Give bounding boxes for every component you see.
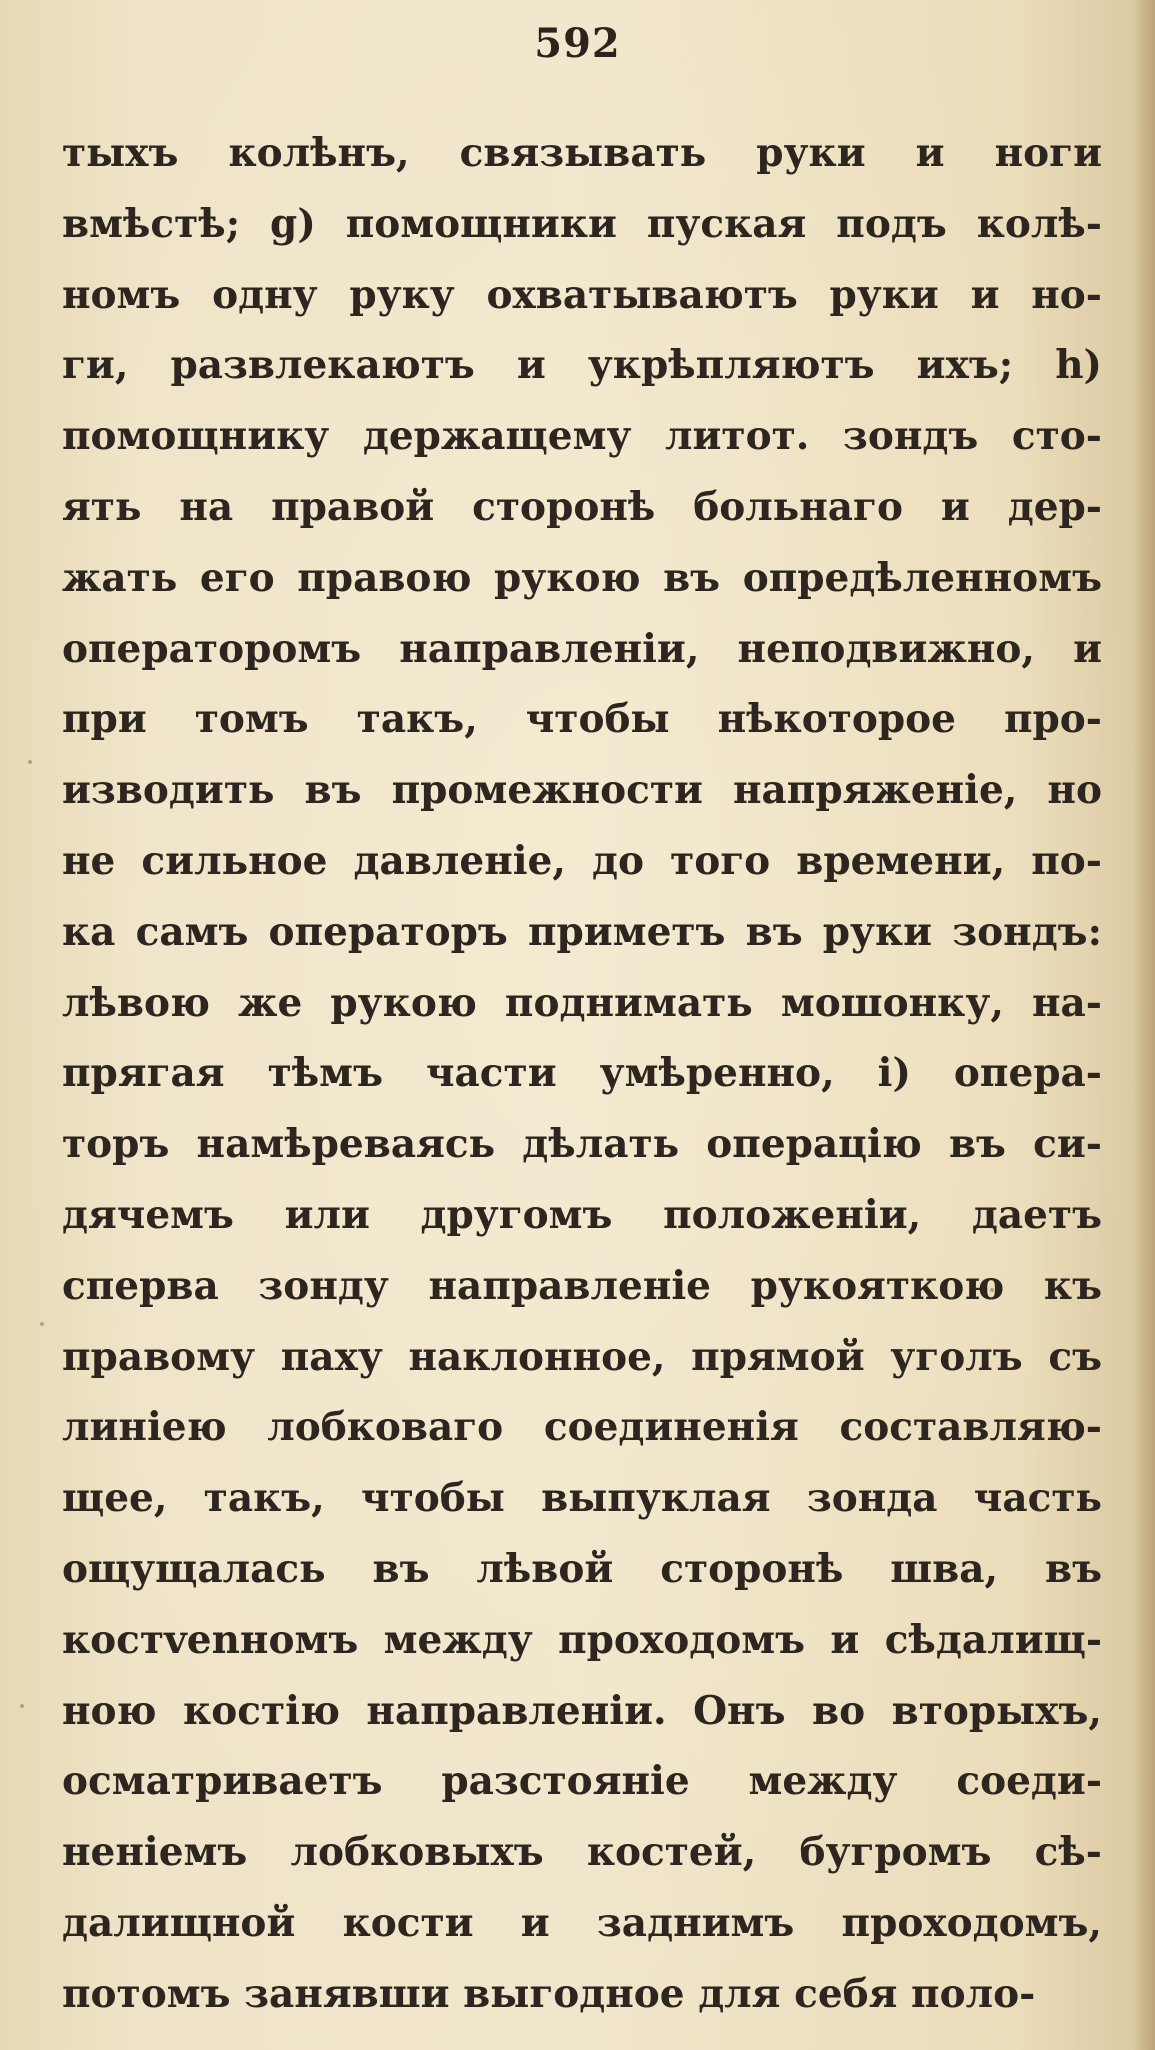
text-line: ги, развлекаютъ и укрѣпляютъ ихъ; h) bbox=[62, 342, 1102, 389]
text-line: не сильное давленіе, до того времени, по- bbox=[62, 837, 1102, 884]
text-line: помощнику держащему литот. зондъ сто- bbox=[62, 413, 1102, 460]
text-line: жать его правою рукою въ опредѣленномъ bbox=[62, 554, 1102, 601]
page-text bbox=[62, 118, 1102, 2030]
text-line: сперва зонду направленіе рукояткою къ bbox=[62, 1262, 1102, 1309]
text-line: прягая тѣмъ части умѣренно, i) опера- bbox=[62, 1050, 1102, 1097]
text-line: торъ намѣреваясь дѣлать операцію въ си- bbox=[62, 1121, 1102, 1168]
text-line: осматриваетъ разстояніе между соеди- bbox=[62, 1758, 1102, 1805]
text-line: далищной кости и заднимъ проходомъ, bbox=[62, 1899, 1102, 1946]
paper-speck bbox=[40, 1322, 44, 1326]
text-line: вмѣстѣ; g) помощники пуская подъ колѣ- bbox=[62, 200, 1102, 247]
text-line: ять на правой сторонѣ больнаго и дер- bbox=[62, 483, 1102, 530]
text-line: линіею лобковаго соединенія составляю- bbox=[62, 1404, 1102, 1451]
text-line: при томъ такъ, чтобы нѣкоторое про- bbox=[62, 696, 1102, 743]
text-line: правому паху наклонное, прямой уголъ съ bbox=[62, 1333, 1102, 1380]
text-line: потомъ занявши выгодное для себя поло- bbox=[62, 1970, 1036, 2017]
paper-speck bbox=[990, 1288, 994, 1292]
text-line: ною костію направленіи. Онъ во вторыхъ, bbox=[62, 1687, 1102, 1734]
text-line: неніемъ лобковыхъ костей, бугромъ сѣ- bbox=[62, 1829, 1102, 1876]
text-line: щее, такъ, чтобы выпуклая зонда часть bbox=[62, 1475, 1102, 1522]
paper-speck bbox=[20, 1704, 24, 1708]
text-line: номъ одну руку охватываютъ руки и но- bbox=[62, 271, 1102, 318]
text-line: дячемъ или другомъ положеніи, даетъ bbox=[62, 1191, 1102, 1238]
text-line: ощущалась въ лѣвой сторонѣ шва, въ bbox=[62, 1545, 1102, 1592]
text-line: костvenномъ между проходомъ и сѣдалищ- bbox=[62, 1616, 1102, 1663]
text-line: изводить въ промежности напряженіе, но bbox=[62, 767, 1102, 814]
page-edge-shadow bbox=[1133, 0, 1155, 2050]
text-line: лѣвою же рукою поднимать мошонку, на- bbox=[62, 979, 1102, 1026]
text-line: операторомъ направленіи, неподвижно, и bbox=[62, 625, 1102, 672]
paper-speck bbox=[28, 760, 32, 764]
text-line: ка самъ операторъ приметъ въ руки зондъ: bbox=[62, 908, 1102, 955]
text-line: тыхъ колѣнъ, связывать руки и ноги bbox=[62, 130, 1102, 176]
page-number: 592 bbox=[534, 20, 621, 67]
